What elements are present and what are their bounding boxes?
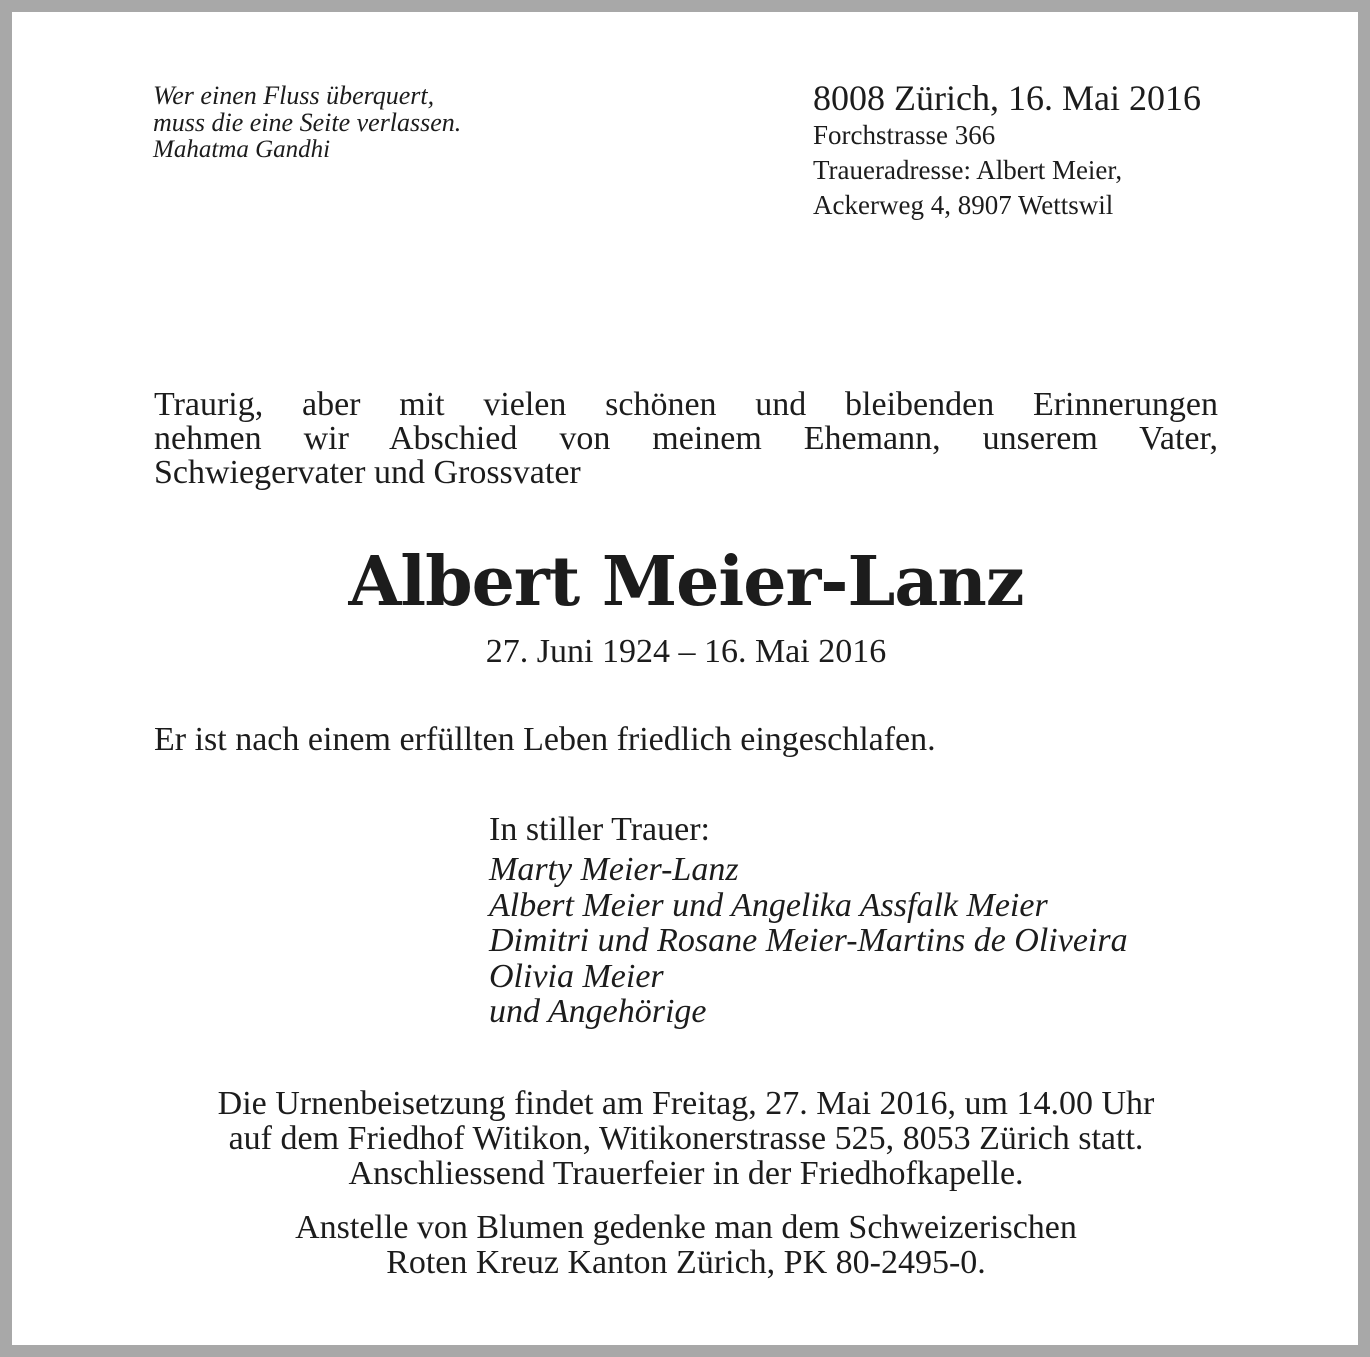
intro-paragraph <box>154 388 1218 490</box>
mourner-name: Marty Meier-Lanz <box>489 851 739 888</box>
mourner-name: Albert Meier und Angelika Assfalk Meier <box>489 886 1048 924</box>
quote-line: Wer einen Fluss überquert, <box>153 81 435 110</box>
donation-line: Roten Kreuz Kanton Zürich, PK 80-2495-0. <box>386 1244 986 1281</box>
deceased-name: Albert Meier-Lanz <box>348 542 1024 622</box>
deceased-lifespan: 27. Juni 1924 – 16. Mai 2016 <box>485 633 887 670</box>
place-date-block <box>813 78 1253 223</box>
mourners-heading: In stiller Trauer: <box>489 811 710 848</box>
intro-line: nehmen wir Abschied von meinem Ehemann, unserem Vater, <box>154 420 1218 457</box>
funeral-line: auf dem Friedhof Witikon, Witikonerstrasse 525, 8053 Zürich statt. <box>228 1120 1144 1157</box>
obituary-page <box>12 12 1358 1345</box>
quote-line: muss die eine Seite verlassen. <box>153 108 462 137</box>
mourning-address-line: Ackerweg 4, 8907 Wettswil <box>813 190 1114 220</box>
quote-author: Mahatma Gandhi <box>153 136 331 163</box>
street-address: Forchstrasse 366 <box>813 120 996 150</box>
mourning-address-line: Traueradresse: Albert Meier, <box>813 155 1123 185</box>
funeral-info <box>154 1086 1218 1191</box>
quote-block <box>153 82 573 163</box>
mourner-name: Olivia Meier <box>489 957 664 995</box>
donation-info <box>154 1210 1218 1280</box>
funeral-line: Die Urnenbeisetzung findet am Freitag, 27. Mai 2016, um 14.00 Uhr <box>217 1085 1155 1122</box>
donation-line: Anstelle von Blumen gedenke man dem Schweizerischen <box>295 1209 1077 1246</box>
place-date-line: 8008 Zürich, 16. Mai 2016 <box>813 78 1201 118</box>
intro-line: Schwiegervater und Grossvater <box>154 454 581 491</box>
mourner-name: und Angehörige <box>489 993 707 1030</box>
intro-line: Traurig, aber mit vielen schönen und bleibenden Erinnerungen <box>154 386 1218 423</box>
funeral-line: Anschliessend Trauerfeier in der Friedhofkapelle. <box>348 1155 1024 1192</box>
peaceful-statement: Er ist nach einem erfüllten Leben friedlich eingeschlafen. <box>154 721 936 758</box>
mourner-name: Dimitri und Rosane Meier-Martins de Oliveira <box>489 922 1128 959</box>
mourners-block <box>489 808 1249 1030</box>
